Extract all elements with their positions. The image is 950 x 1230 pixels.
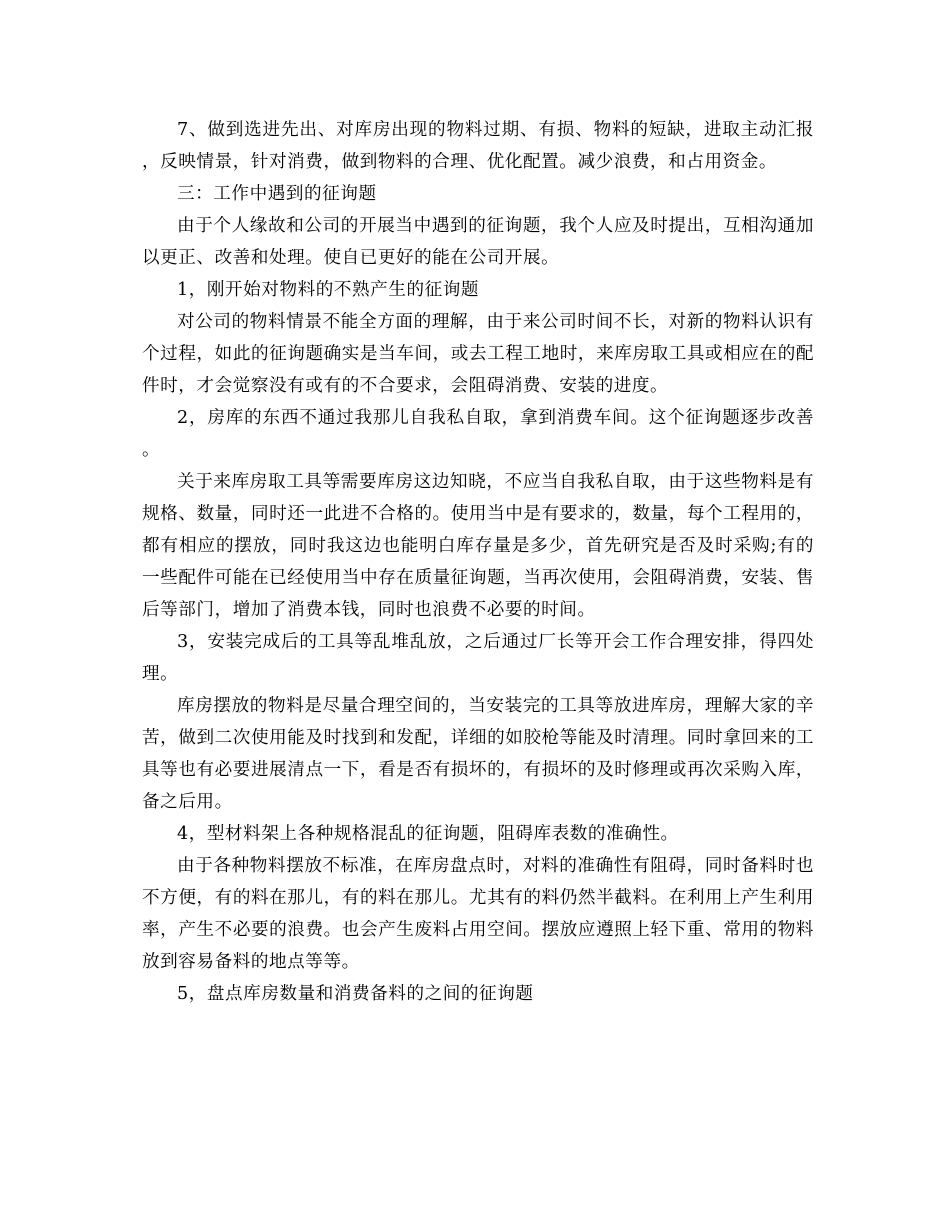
paragraph-problem-2: 关于来库房取工具等需要库房这边知晓，不应当自我私自取，由于这些物料是有规格、数量，同时还一此进不合格的。使用当中是有要求的，数量，每个工程用的，都有相应的摆放，同时我这边也能明白库存量是多少，首先研究是否及时采购;有的一些配件可能在已经使用当中存在质量征询题，当再次使用，会阻碍消费，安装、售后等部门，增加了消费本钱，同时也浪费不必要的时间。 xyxy=(142,472,814,620)
paragraph-problem-4: 由于各种物料摆放不标准，在库房盘点时，对料的准确性有阻碍，同时备料时也不方便，有的料在那儿，有的料在那儿。尤其有的料仍然半截料。在利用上产生利用率，产生不必要的浪费。也会产生废料占用空间。摆放应遵照上轻下重、常用的物料放到容易备料的地点等等。 xyxy=(142,856,814,972)
paragraph-problem-3: 库房摆放的物料是尽量合理空间的，当安装完的工具等放进库房，理解大家的辛苦，做到二次使用能及时找到和发配，详细的如胶枪等能及时清理。同时拿回来的工具等也有必要进展清点一下，看是否有损坏的，有损坏的及时修理或再次采购入库，备之后用。 xyxy=(142,696,814,812)
paragraph-item-7: 7、做到选进先出、对库房出现的物料过期、有损、物料的短缺，进取主动汇报，反映情景，针对消费，做到物料的合理、优化配置。减少浪费，和占用资金。 xyxy=(142,120,814,172)
subheading-problem-2: 2，房库的东西不通过我那儿自我私自取，拿到消费车间。这个征询题逐步改善。 xyxy=(142,408,814,460)
subheading-problem-3: 3，安装完成后的工具等乱堆乱放，之后通过厂长等开会工作合理安排，得四处理。 xyxy=(142,632,814,684)
subheading-problem-4: 4，型材料架上各种规格混乱的征询题，阻碍库表数的准确性。 xyxy=(177,824,679,844)
paragraph-problem-1: 对公司的物料情景不能全方面的理解，由于来公司时间不长，对新的物料认识有个过程，如此的征询题确实是当车间，或去工程工地时，来库房取工具或相应在的配件时，才会觉察没有或有的不合要求，会阻碍消费、安装的进度。 xyxy=(142,312,814,396)
document-body xyxy=(142,114,814,1010)
subheading-problem-1: 1，刚开始对物料的不熟产生的征询题 xyxy=(177,280,480,300)
subheading-problem-5: 5，盘点库房数量和消费备料的之间的征询题 xyxy=(177,984,534,1004)
section-heading-problems: 三：工作中遇到的征询题 xyxy=(177,184,377,204)
paragraph-problems-intro: 由于个人缘故和公司的开展当中遇到的征询题，我个人应及时提出，互相沟通加以更正、改善和处理。使自已更好的能在公司开展。 xyxy=(142,216,814,268)
